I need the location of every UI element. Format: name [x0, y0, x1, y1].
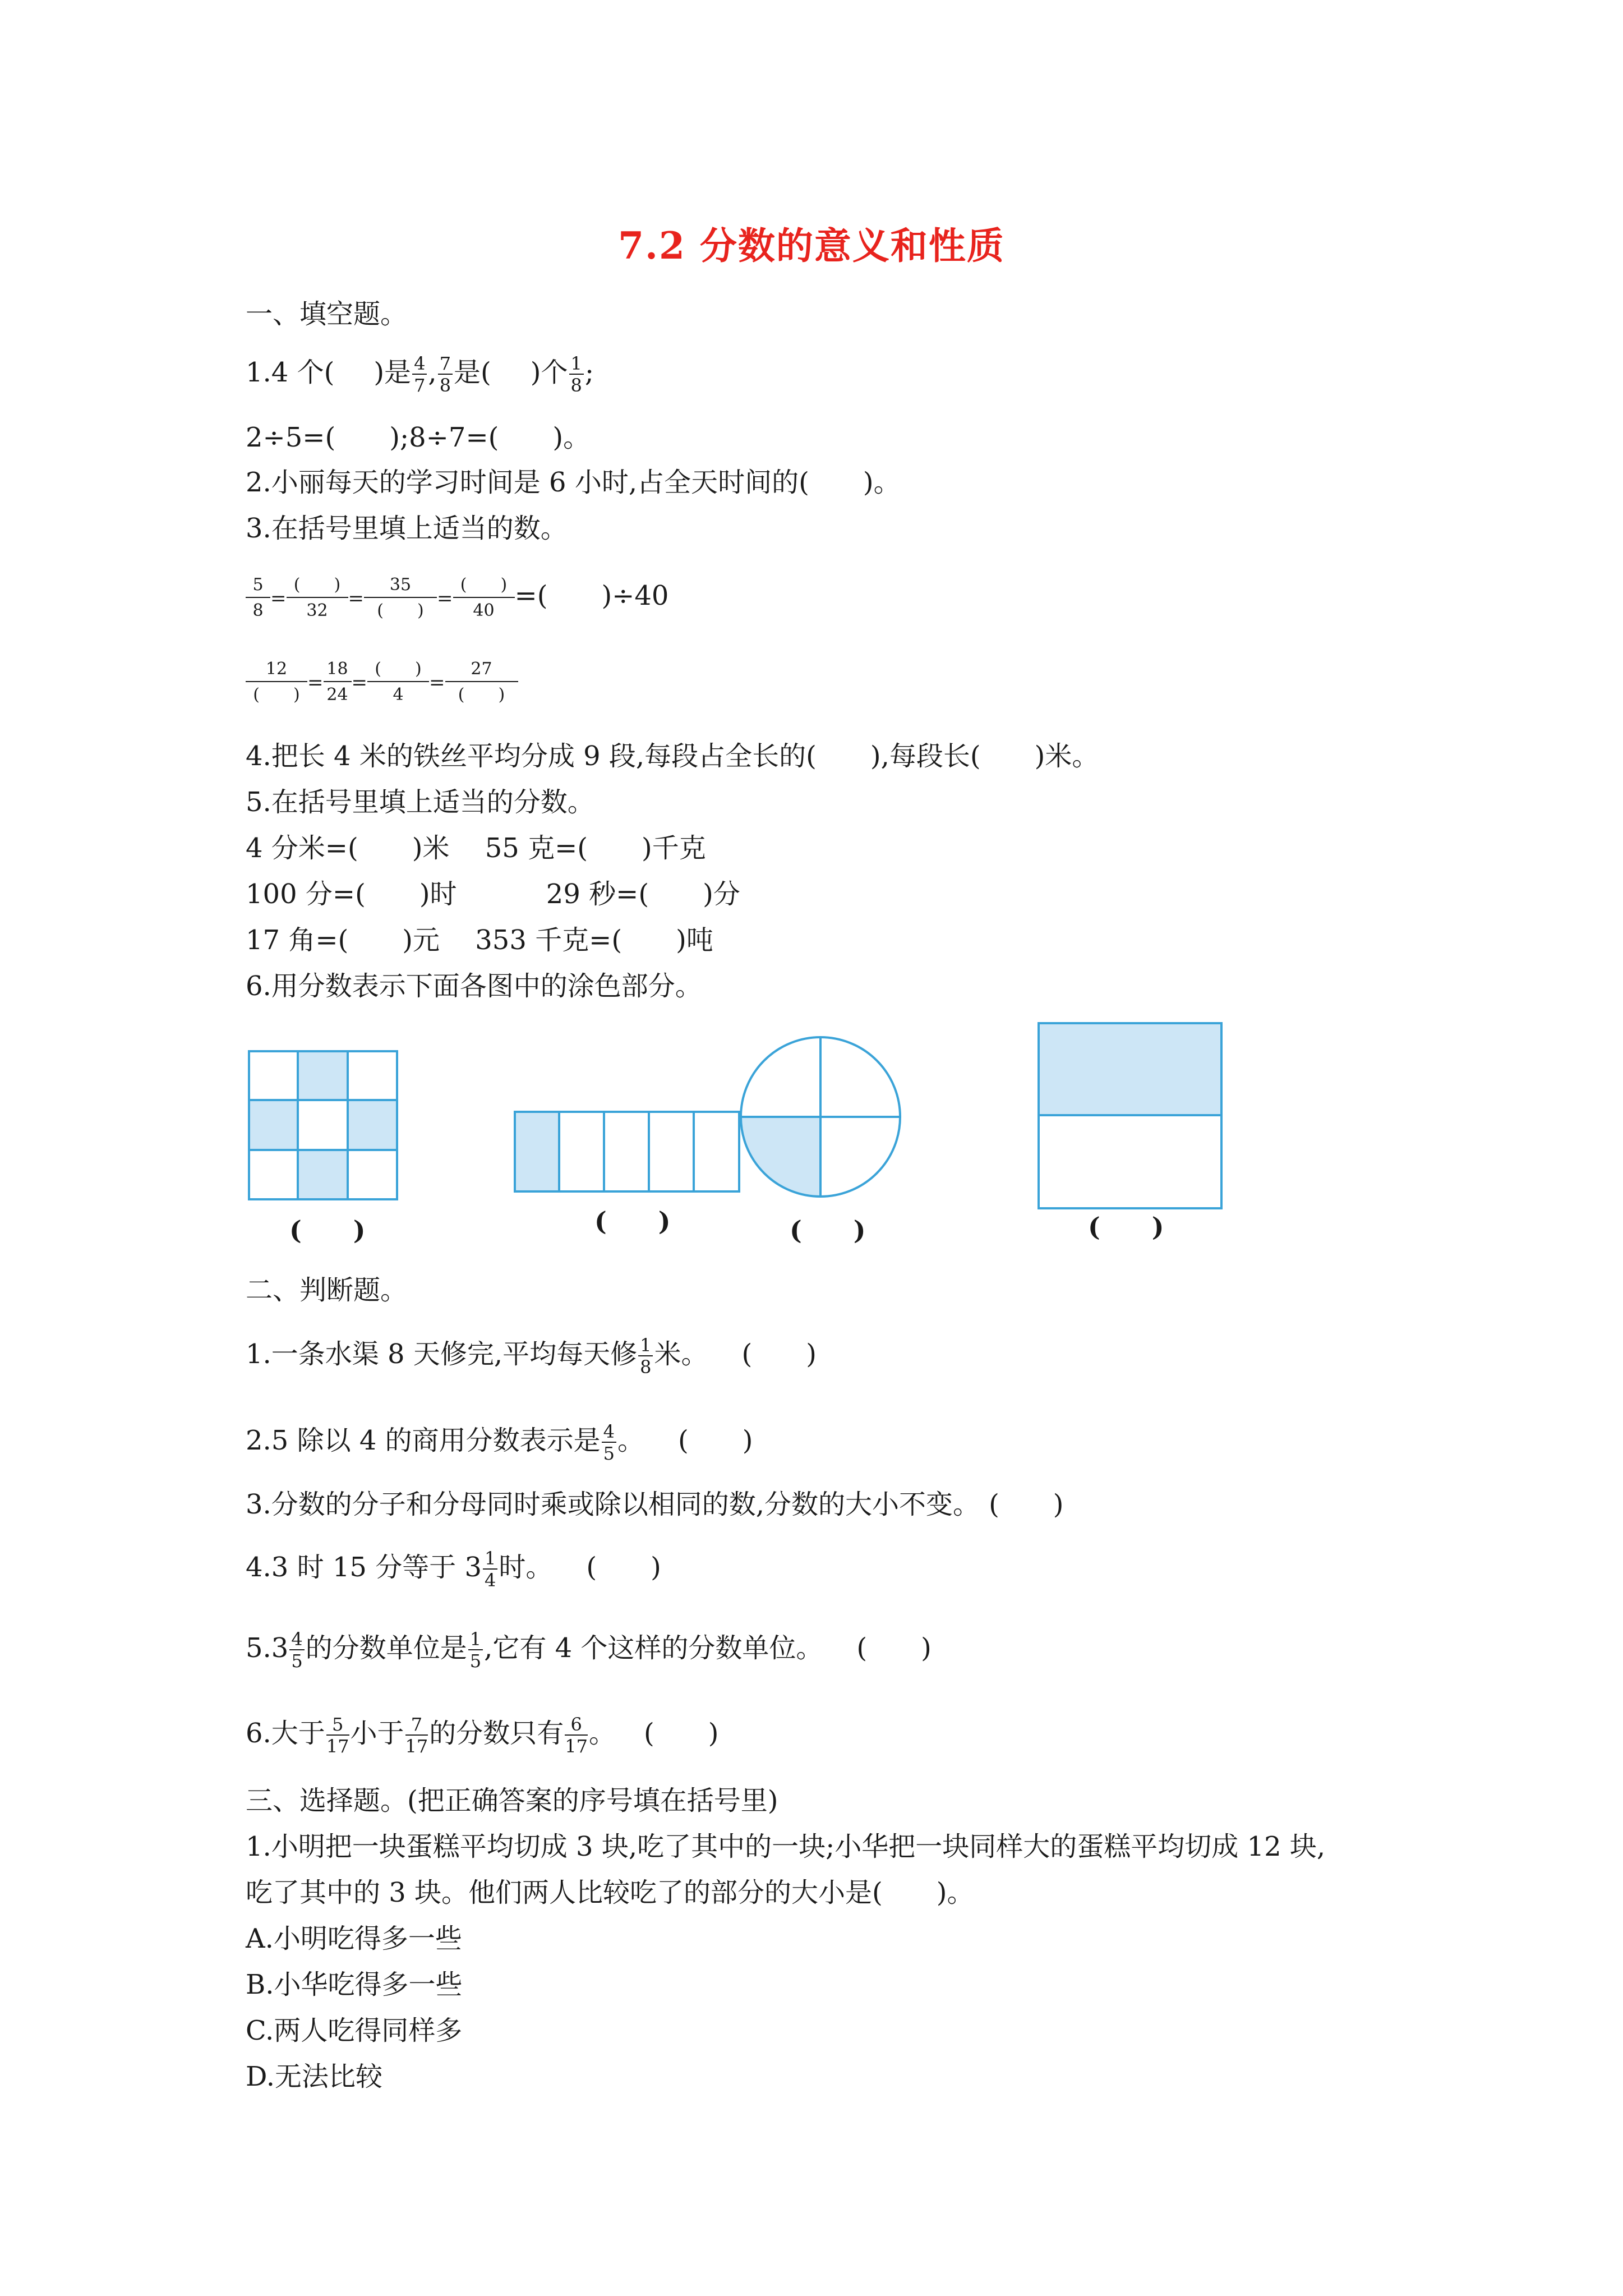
fraction: $\frac{4}{7}$	[412, 355, 427, 394]
fraction: $\frac{4}{5}$	[289, 1630, 304, 1670]
question-1-6: 6.用分数表示下面各图中的涂色部分。	[246, 970, 702, 1002]
question-2-5: 5.3 $\frac{4}{5}$ 的分数单位是 $\frac{1}{5}$ ,它有 4 个这样的分数单位。 ( )	[246, 1628, 932, 1672]
question-2-2: 2.5 除以 4 的商用分数表示是 $\frac{4}{5}$ 。 ( )	[246, 1421, 753, 1464]
option-d: D.无法比较	[246, 2061, 383, 2092]
fraction: $\frac{1}{5}$	[468, 1630, 483, 1670]
figure-2-answer: ( )	[594, 1206, 671, 1236]
question-1-2: 2.小丽每天的学习时间是 6 小时,占全天时间的( )。	[246, 467, 901, 498]
section1-heading: 一、填空题。	[246, 298, 408, 330]
option-c: C.两人吃得同样多	[246, 2015, 463, 2046]
figure-1-answer: ( )	[289, 1215, 366, 1245]
answer-bracket: ( )	[678, 1425, 753, 1456]
answer-bracket: ( )	[644, 1718, 719, 1749]
fraction: 12 ( )	[246, 661, 307, 703]
question-3-1-line1: 1.小明把一块蛋糕平均切成 3 块,吃了其中的一块;小华把一块同样大的蛋糕平均切成 12 块,	[246, 1831, 1326, 1862]
answer-bracket: ( )	[586, 1552, 661, 1583]
question-1-1b: 2÷5=( );8÷7=( )。	[246, 422, 591, 453]
figure-rectangle-halves	[1038, 1022, 1223, 1209]
fraction: 27 ( )	[445, 661, 518, 703]
fraction: $\frac{1}{8}$	[569, 355, 584, 394]
option-b: B.小华吃得多一些	[246, 1969, 463, 2000]
page-title: 7.2 分数的意义和性质	[618, 224, 1005, 268]
fraction: ( ) 32	[287, 577, 348, 619]
figure-4-answer: ( )	[1088, 1212, 1164, 1242]
fraction: $\frac{5}{17}$	[326, 1714, 349, 1757]
fraction: $\frac{18}{24}$	[324, 661, 352, 703]
fraction: ( ) 40	[453, 577, 515, 619]
fraction: 35 ( )	[364, 577, 437, 619]
figure-strip-1x5	[514, 1111, 740, 1193]
question-3-1-line2: 吃了其中的 3 块。他们两人比较吃了的部分的大小是( )。	[246, 1877, 974, 1908]
section2-heading: 二、判断题。	[246, 1274, 408, 1306]
question-1-3-row2: 12 ( ) = $\frac{18}{24}$ = ( ) 4 = 27 ( )	[246, 652, 518, 711]
fraction: $\frac{7}{8}$	[438, 355, 453, 394]
question-2-3: 3.分数的分子和分母同时乘或除以相同的数,分数的大小不变。 ( )	[246, 1489, 1064, 1520]
fraction: $\frac{1}{8}$	[638, 1336, 653, 1376]
option-a: A.小明吃得多一些	[246, 1923, 462, 1954]
question-1-5: 5.在括号里填上适当的分数。	[246, 786, 594, 818]
answer-bracket: ( )	[856, 1632, 932, 1664]
answer-bracket: ( )	[989, 1489, 1064, 1520]
section3-heading: 三、选择题。(把正确答案的序号填在括号里)	[246, 1785, 778, 1816]
fraction: $\frac{5}{8}$	[246, 577, 270, 619]
question-1-4: 4.把长 4 米的铁丝平均分成 9 段,每段占全长的( ),每段长( )米。	[246, 740, 1099, 772]
figure-grid-3x3	[248, 1050, 398, 1200]
question-2-1: 1.一条水渠 8 天修完,平均每天修 $\frac{1}{8}$ 米。 ( )	[246, 1335, 817, 1378]
fraction: $\frac{6}{17}$	[565, 1714, 588, 1757]
question-1-1: 1.4 个( )是 $\frac{4}{7}$ , $\frac{7}{8}$ 是( )个 $\frac{1}{8}$ ;	[246, 353, 594, 396]
figure-circle-quarters	[739, 1036, 902, 1198]
question-1-3-row1: $\frac{5}{8}$ = ( ) 32 = 35 ( ) = ( ) 40 =( )÷40	[246, 568, 668, 627]
question-1-5-line1: 4 分米=( )米 55 克=( )千克	[246, 832, 706, 864]
question-2-6: 6.大于 $\frac{5}{17}$ 小于 $\frac{7}{17}$ 的分数只有 $\frac{6}{17}$ 。 ( )	[246, 1714, 719, 1757]
question-1-5-line2: 100 分=( )时 29 秒=( )分	[246, 878, 740, 910]
fraction: ( ) 4	[367, 661, 429, 703]
fraction: $\frac{7}{17}$	[405, 1714, 428, 1757]
question-1-3: 3.在括号里填上适当的数。	[246, 513, 568, 544]
question-2-4: 4.3 时 15 分等于 3 $\frac{1}{4}$ 时。 ( )	[246, 1548, 661, 1591]
fraction: $\frac{1}{4}$	[483, 1549, 497, 1589]
answer-bracket: ( )	[741, 1338, 817, 1370]
fraction: $\frac{4}{5}$	[602, 1423, 616, 1462]
figure-3-answer: ( )	[790, 1215, 866, 1245]
question-1-5-line3: 17 角=( )元 353 千克=( )吨	[246, 924, 713, 956]
